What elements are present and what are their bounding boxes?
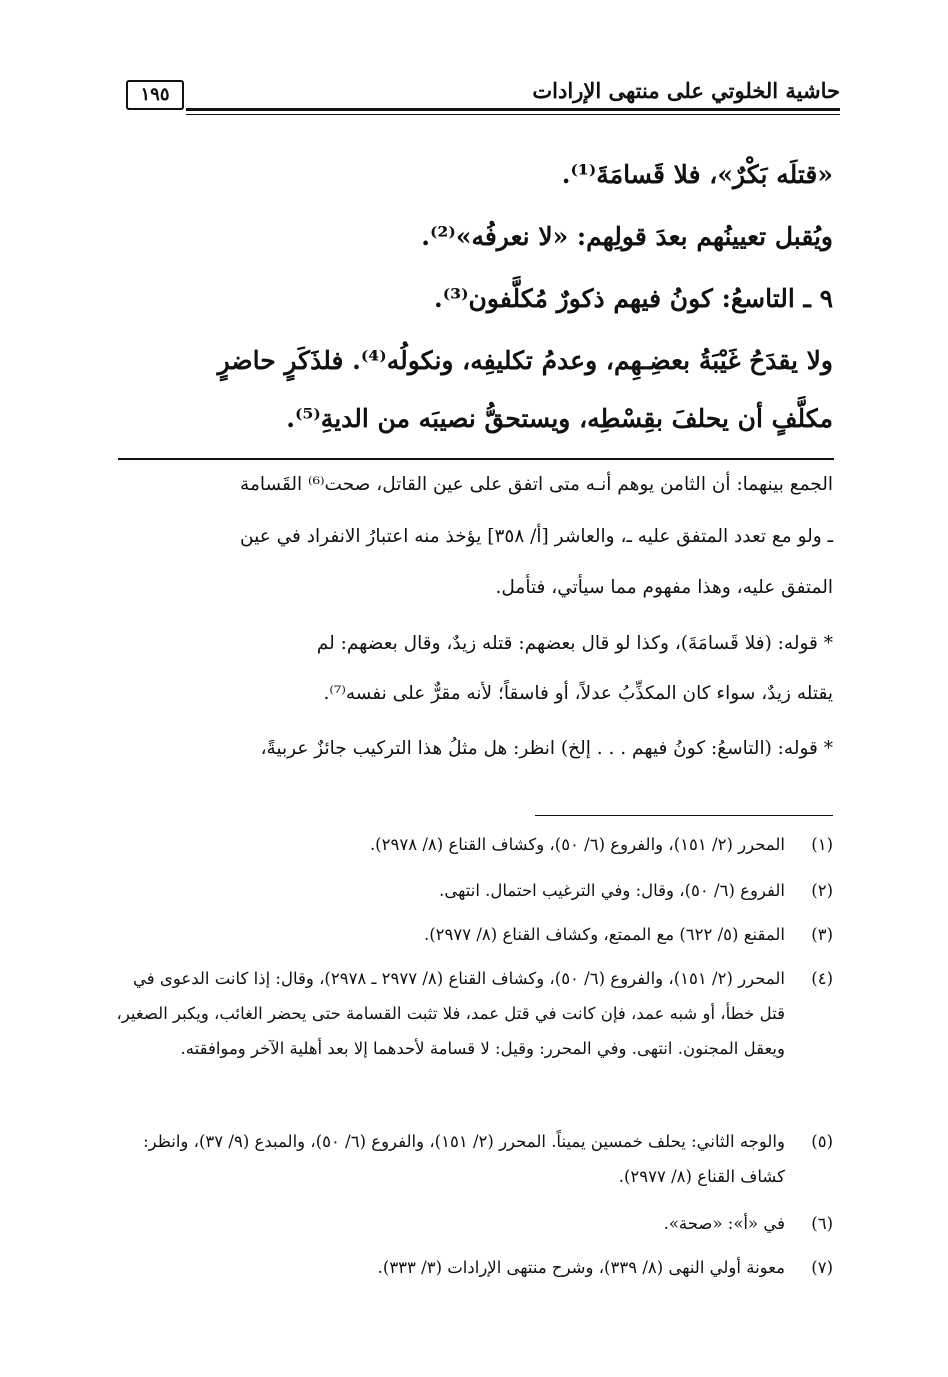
footnote-number: (١) xyxy=(811,835,833,854)
main-text-line: «قتلَه بَكْرٌ»، فلا قَسامَةَ⁽¹⁾. xyxy=(561,160,833,189)
footnote xyxy=(113,961,833,1066)
footnote-number: (٥) xyxy=(811,1132,833,1151)
commentary-line: * قوله: (التاسعُ: كونُ فيهم . . . إلخ) انظر: هل مثلُ هذا التركيب جائزٌ عربيةً، xyxy=(260,738,833,759)
footnote xyxy=(113,1206,833,1241)
commentary-line: الجمع بينهما: أن الثامن يوهم أنـه متى اتفق على عين القاتل، صحت⁽⁶⁾ القَسامة xyxy=(240,474,833,495)
footnote-text: معونة أولي النهى (٨/ ٣٣٩)، وشرح منتهى الإرادات (٣/ ٣٣٣). xyxy=(377,1258,785,1277)
footnote-text: المحرر (٢/ ١٥١)، والفروع (٦/ ٥٠)، وكشاف القناع (٨/ ٢٩٧٨). xyxy=(369,835,785,854)
footnote-number: (٤) xyxy=(811,969,833,988)
main-text-line: ٩ ـ التاسعُ: كونُ فيهم ذكورٌ مُكلَّفون⁽³⁾. xyxy=(434,284,833,313)
footnote xyxy=(113,917,833,952)
commentary-line: يقتله زيدٌ، سواء كان المكذِّبُ عدلاً، أو فاسقاً؛ لأنه مقرٌّ على نفسه⁽⁷⁾. xyxy=(323,683,833,704)
page-header xyxy=(120,78,840,122)
footnote-text: المقنع (٥/ ٦٢٢) مع الممتع، وكشاف القناع (٨/ ٢٩٧٧). xyxy=(423,925,785,944)
footnote xyxy=(113,827,833,862)
footnote xyxy=(113,873,833,908)
footnote-number: (٣) xyxy=(811,925,833,944)
main-text-line: مكلَّفٍ أن يحلفَ بقِسْطِه، ويستحقُّ نصيبَه من الديةِ⁽⁵⁾. xyxy=(286,404,833,433)
main-text-line: ويُقبل تعيينُهم بعدَ قولِهم: «لا نعرفُه»⁽²⁾. xyxy=(421,222,833,251)
footnote-separator-rule xyxy=(535,815,833,816)
page-number-box: ١٩٥ xyxy=(126,80,184,110)
commentary-line: * قوله: (فلا قَسامَةَ)، وكذا لو قال بعضهم: قتله زيدٌ، وقال بعضهم: لم xyxy=(316,633,833,654)
main-text-line: ولا يقدَحُ غَيْبَةُ بعضِـهِم، وعدمُ تكليفِه، ونكولُه⁽⁴⁾. فلذَكَرٍ حاضرٍ xyxy=(217,346,833,375)
footnote-number: (٢) xyxy=(811,881,833,900)
running-title: حاشية الخلوتي على منتهى الإرادات xyxy=(532,78,840,103)
header-rule-thick xyxy=(186,108,840,111)
footnote-text: والوجه الثاني: يحلف خمسين يميناً. المحرر (٢/ ١٥١)، والفروع (٦/ ٥٠)، والمبدع (٩/ ٣٧)، وانظر: كشاف القناع (٨/ ٢٩٧٧). xyxy=(143,1132,785,1186)
footnote-number: (٦) xyxy=(811,1214,833,1233)
footnote-number: (٧) xyxy=(811,1258,833,1277)
text-separator-rule xyxy=(118,458,834,460)
footnote-text: المحرر (٢/ ١٥١)، والفروع (٦/ ٥٠)، وكشاف القناع (٨/ ٢٩٧٧ ـ ٢٩٧٨)، وقال: إذا كانت الدعوى في قتل خطأ، أو شبه عمد، فإن كانت في قتل عمد، فلا تثبت القسامة حتى يحضر الغائب، ويكبر الصغير، ويعقل المجنون. انتهى. وفي المحرر: وقيل: لا قسامة لأحدهما إلا بعد أهلية الآخر وموافقته. xyxy=(116,969,785,1058)
footnote-text: في «أ»: «صحة». xyxy=(663,1214,785,1233)
commentary-line: ـ ولو مع تعدد المتفق عليه ـ، والعاشر [أ/ ٣٥٨] يؤخذ منه اعتبارُ الانفراد في عين xyxy=(240,526,833,547)
footnote-text: الفروع (٦/ ٥٠)، وقال: وفي الترغيب احتمال. انتهى. xyxy=(439,881,785,900)
footnote xyxy=(113,1124,833,1194)
footnote xyxy=(113,1250,833,1285)
commentary-line: المتفق عليه، وهذا مفهوم مما سيأتي، فتأمل. xyxy=(495,577,833,598)
header-rule-thin xyxy=(186,114,840,115)
